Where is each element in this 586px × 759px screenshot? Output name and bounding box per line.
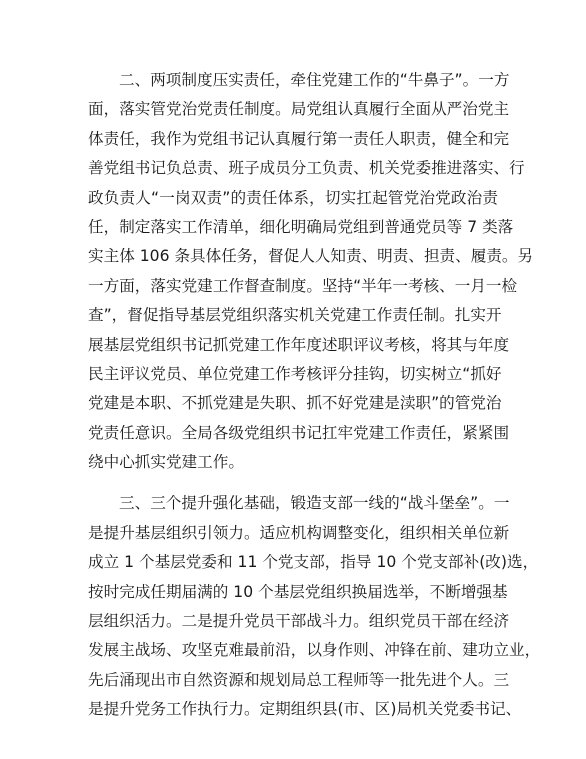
- text-line: 面，落实管党治党责任制度。局党组认真履行全面从严治党主: [88, 100, 510, 119]
- text-line: 善党组书记负总责、班子成员分工负责、机关党委推进落实、行: [88, 159, 525, 178]
- text-line: 查”，督促指导基层党组织落实机关党建工作责任制。扎实开: [88, 306, 502, 325]
- text-line: 展基层党组织书记抓党建工作年度述职评议考核，将其与年度: [88, 335, 510, 354]
- text-line: 政负责人“一岗双责”的责任体系，切实扛起管党治党政治责: [88, 188, 498, 207]
- text-line: 二、两项制度压实责任，牵住党建工作的“牛鼻子”。一方: [119, 71, 510, 89]
- paragraph-three-improvements: [88, 489, 541, 724]
- text-line: 发展主战场、攻坚克难最前沿，以身作则、冲锋在前、建功立业，: [88, 641, 541, 660]
- text-line: 绕中心抓实党建工作。: [88, 453, 244, 472]
- text-line: 层组织活力。二是提升党员干部战斗力。组织党员干部在经济: [88, 612, 510, 631]
- paragraph-responsibility-systems: [88, 66, 534, 477]
- text-line: 一方面，落实党建工作督查制度。坚持“半年一考核、一月一检: [88, 276, 518, 295]
- text-line: 三、三个提升强化基础，锻造支部一线的“战斗堡垒”。一: [119, 494, 510, 513]
- text-line: 任，制定落实工作清单，细化明确局党组到普通党员等 7 类落: [88, 217, 514, 236]
- text-line: 是提升基层组织引领力。适应机构调整变化，组织相关单位新: [88, 523, 510, 542]
- text-line: 党责任意识。全局各级党组织书记扛牢党建工作责任，紧紧围: [88, 423, 510, 442]
- text-line: 实主体 106 条具体任务，督促人人知责、明责、担责、履责。另: [88, 247, 534, 266]
- text-line: 成立 1 个基层党委和 11 个党支部，指导 10 个党支部补(改)选，: [88, 553, 539, 572]
- text-line: 体责任，我作为党组书记认真履行第一责任人职责，健全和完: [88, 129, 510, 148]
- text-line: 民主评议党员、单位党建工作考核评分挂钩，切实树立“抓好: [88, 364, 502, 383]
- text-line: 党建是本职、不抓党建是失职、抓不好党建是渎职”的管党治: [88, 394, 502, 413]
- text-line: 按时完成任期届满的 10 个基层党组织换届选举，不断增强基: [88, 582, 508, 601]
- text-line: 先后涌现出市自然资源和规划局总工程师等一批先进个人。三: [88, 670, 510, 689]
- document-body: [88, 66, 541, 725]
- text-line: 是提升党务工作执行力。定期组织县(市、区)局机关党委书记、: [88, 700, 522, 719]
